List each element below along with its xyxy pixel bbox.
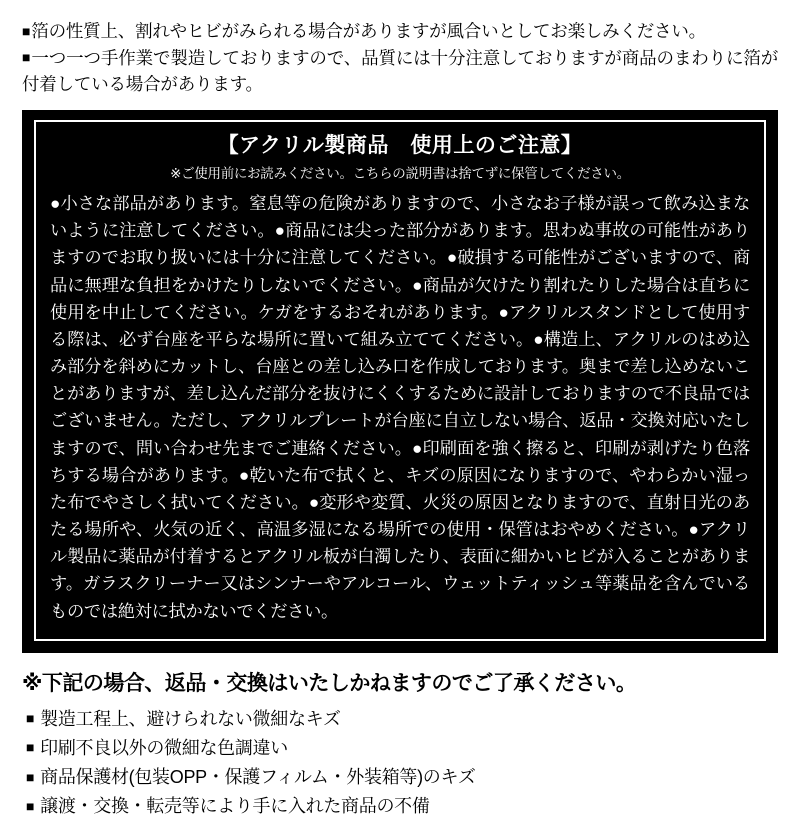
square-bullet-icon: ■ — [26, 768, 35, 785]
square-bullet-icon: ■ — [26, 710, 35, 727]
list-item — [22, 792, 778, 821]
square-bullet-icon: ■ — [22, 49, 31, 66]
top-notes-section — [22, 18, 778, 98]
return-policy-section — [22, 667, 778, 821]
return-policy-list — [22, 705, 778, 821]
return-policy-heading: ※下記の場合、返品・交換はいたしかねますのでご了承ください。 — [22, 671, 637, 695]
panel-body-text: ●小さな部品があります。窒息等の危険がありますので、小さなお子様が誤って飲み込まないように注意してください。●商品には尖った部分があります。思わぬ事故の可能性がありますのでお取り扱いには十分に注意してください。●破損する可能性がございますので、商品に無理な負担をかけたりしないでください。●商品が欠けたり割れたりした場合は直ちに使用を中止してください。ケガをするおそれがあります。●アクリルスタンドとして使用する際は、必ず台座を平らな場所に置いて組み立ててください。●構造上、アクリルのはめ込み部分を斜めにカットし、台座との差し込み口を作成しております。奥まで差し込めないことがありますが、差し込んだ部分を抜けにくくするために設計しておりますので不良品ではございません。ただし、アクリルプレートが台座に自立しない場合、返品・交換対応いたしますので、問い合わせ先までご連絡ください。●印刷面を強く擦ると、印刷が剥げたり色落ちする場合があります。●乾いた布で拭くと、キズの原因になりますので、やわらかい湿った布でやさしく拭いてください。●変形や変質、火災の原因となりますので、直射日光のあたる場所や、火気の近く、高温多湿になる場所での使用・保管はおやめください。●アクリル製品に薬品が付着するとアクリル板が白濁したり、表面に細かいヒビが入ることがあります。ガラスクリーナー又はシンナーやアルコール、ウェットティッシュ等薬品を含んでいるものでは絶対に拭かないでください。 — [50, 193, 750, 621]
top-note-item — [22, 45, 778, 98]
acrylic-notice-panel — [22, 110, 778, 653]
square-bullet-icon: ■ — [26, 739, 35, 756]
acrylic-notice-panel-border — [34, 120, 766, 641]
top-note-text: 一つ一つ手作業で製造しておりますので、品質には十分注意しておりますが商品のまわりに箔が付着している場合があります。 — [22, 47, 779, 95]
top-note-text: 箔の性質上、割れやヒビがみられる場合がありますが風合いとしてお楽しみください。 — [31, 21, 706, 41]
list-item-label: 製造工程上、避けられない微細なキズ — [40, 708, 341, 729]
list-item — [22, 763, 778, 792]
panel-title: 【アクリル製商品 使用上のご注意】 — [217, 133, 583, 157]
top-note-item — [22, 18, 778, 45]
list-item — [22, 734, 778, 763]
list-item-label: 商品保護材(包装OPP・保護フィルム・外装箱等)のキズ — [40, 767, 476, 788]
list-item — [22, 705, 778, 734]
square-bullet-icon: ■ — [26, 797, 35, 814]
list-item-label: 印刷不良以外の微細な色調違い — [40, 737, 288, 758]
square-bullet-icon: ■ — [22, 22, 31, 39]
list-item-label: 譲渡・交換・転売等により手に入れた商品の不備 — [40, 796, 430, 817]
panel-subtitle: ※ご使用前にお読みください。こちらの説明書は捨てずに保管してください。 — [170, 166, 630, 182]
